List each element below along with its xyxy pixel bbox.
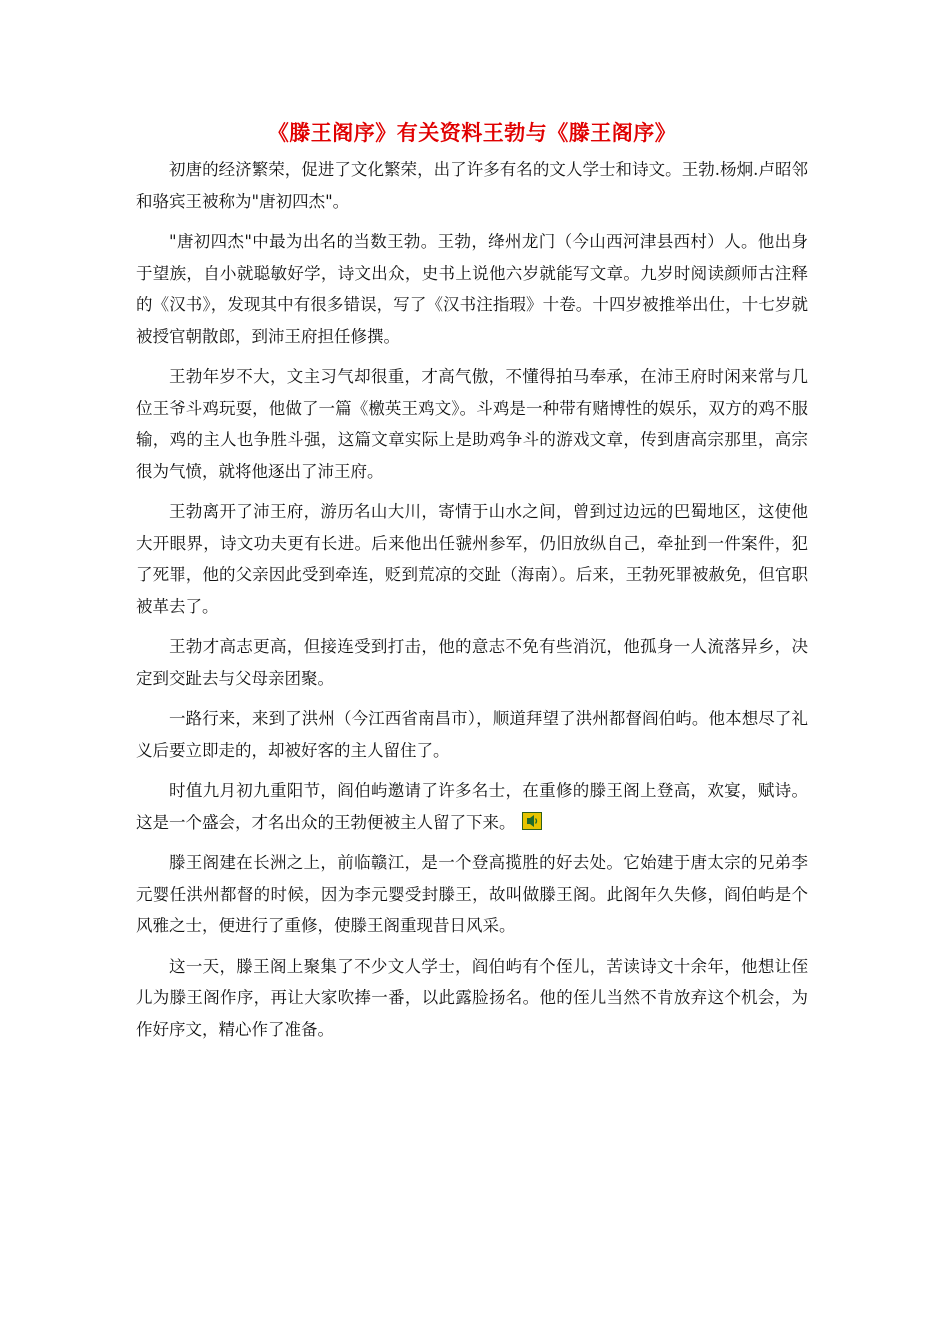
paragraph-3: 王勃年岁不大，文主习气却很重，才高气傲，不懂得拍马奉承，在沛王府时闲来常与几位王爷斗鸡玩耍，他做了一篇《檄英王鸡文》。斗鸡是一种带有赌博性的娱乐，双方的鸡不服输，鸡的主人也争胜斗强，这篇文章实际上是助鸡争斗的游戏文章，传到唐高宗那里，高宗很为气愤，就将他逐出了沛王府。	[136, 367, 808, 481]
paragraph-4: 王勃离开了沛王府，游历名山大川，寄情于山水之间，曾到过边远的巴蜀地区，这使他大开眼界，诗文功夫更有长进。后来他出任虢州参军，仍旧放纵自己，牵扯到一件案件，犯了死罪，他的父亲因此受到牵连，贬到荒凉的交趾（海南）。后来，王勃死罪被赦免，但官职被革去了。	[136, 502, 808, 616]
paragraph-6: 一路行来，来到了洪州（今江西省南昌市），顺道拜望了洪州都督阎伯屿。他本想尽了礼义后要立即走的，却被好客的主人留住了。	[136, 709, 808, 760]
sound-speaker-icon[interactable]	[522, 812, 542, 830]
document-title: 《滕王阁序》有关资料王勃与《滕王阁序》	[267, 120, 677, 145]
paragraph-2: "唐初四杰"中最为出名的当数王勃。王勃，绛州龙门（今山西河津县西村）人。他出身于望族，自小就聪敏好学，诗文出众，史书上说他六岁就能写文章。九岁时阅读颜师古注释的《汉书》，发现其中有很多错误，写了《汉书注指瑕》十卷。十四岁被推举出仕，十七岁就被授官朝散郎，到沛王府担任修撰。	[136, 232, 808, 346]
paragraph-9: 这一天，滕王阁上聚集了不少文人学士，阎伯屿有个侄儿，苦读诗文十余年，他想让侄儿为滕王阁作序，再让大家吹捧一番，以此露脸扬名。他的侄儿当然不肯放弃这个机会，为作好序文，精心作了准备。	[136, 956, 808, 1039]
paragraph-7-text: 时值九月初九重阳节，阎伯屿邀请了许多名士，在重修的滕王阁上登高，欢宴，赋诗。这是一个盛会，才名出众的王勃便被主人留了下来。	[136, 781, 808, 832]
paragraph-7	[136, 775, 808, 838]
paragraph-5: 王勃才高志更高，但接连受到打击，他的意志不免有些消沉，他孤身一人流落异乡，决定到交趾去与父母亲团聚。	[136, 637, 808, 688]
document-page	[136, 118, 808, 1054]
paragraph-8: 滕王阁建在长洲之上，前临赣江，是一个登高揽胜的好去处。它始建于唐太宗的兄弟李元婴任洪州都督的时候，因为李元婴受封滕王，故叫做滕王阁。此阁年久失修，阎伯屿是个风雅之士，便进行了重修，使滕王阁重现昔日风采。	[136, 853, 808, 935]
paragraph-1: 初唐的经济繁荣，促进了文化繁荣，出了许多有名的文人学士和诗文。王勃.杨炯.卢昭邻和骆宾王被称为"唐初四杰"。	[136, 160, 808, 211]
